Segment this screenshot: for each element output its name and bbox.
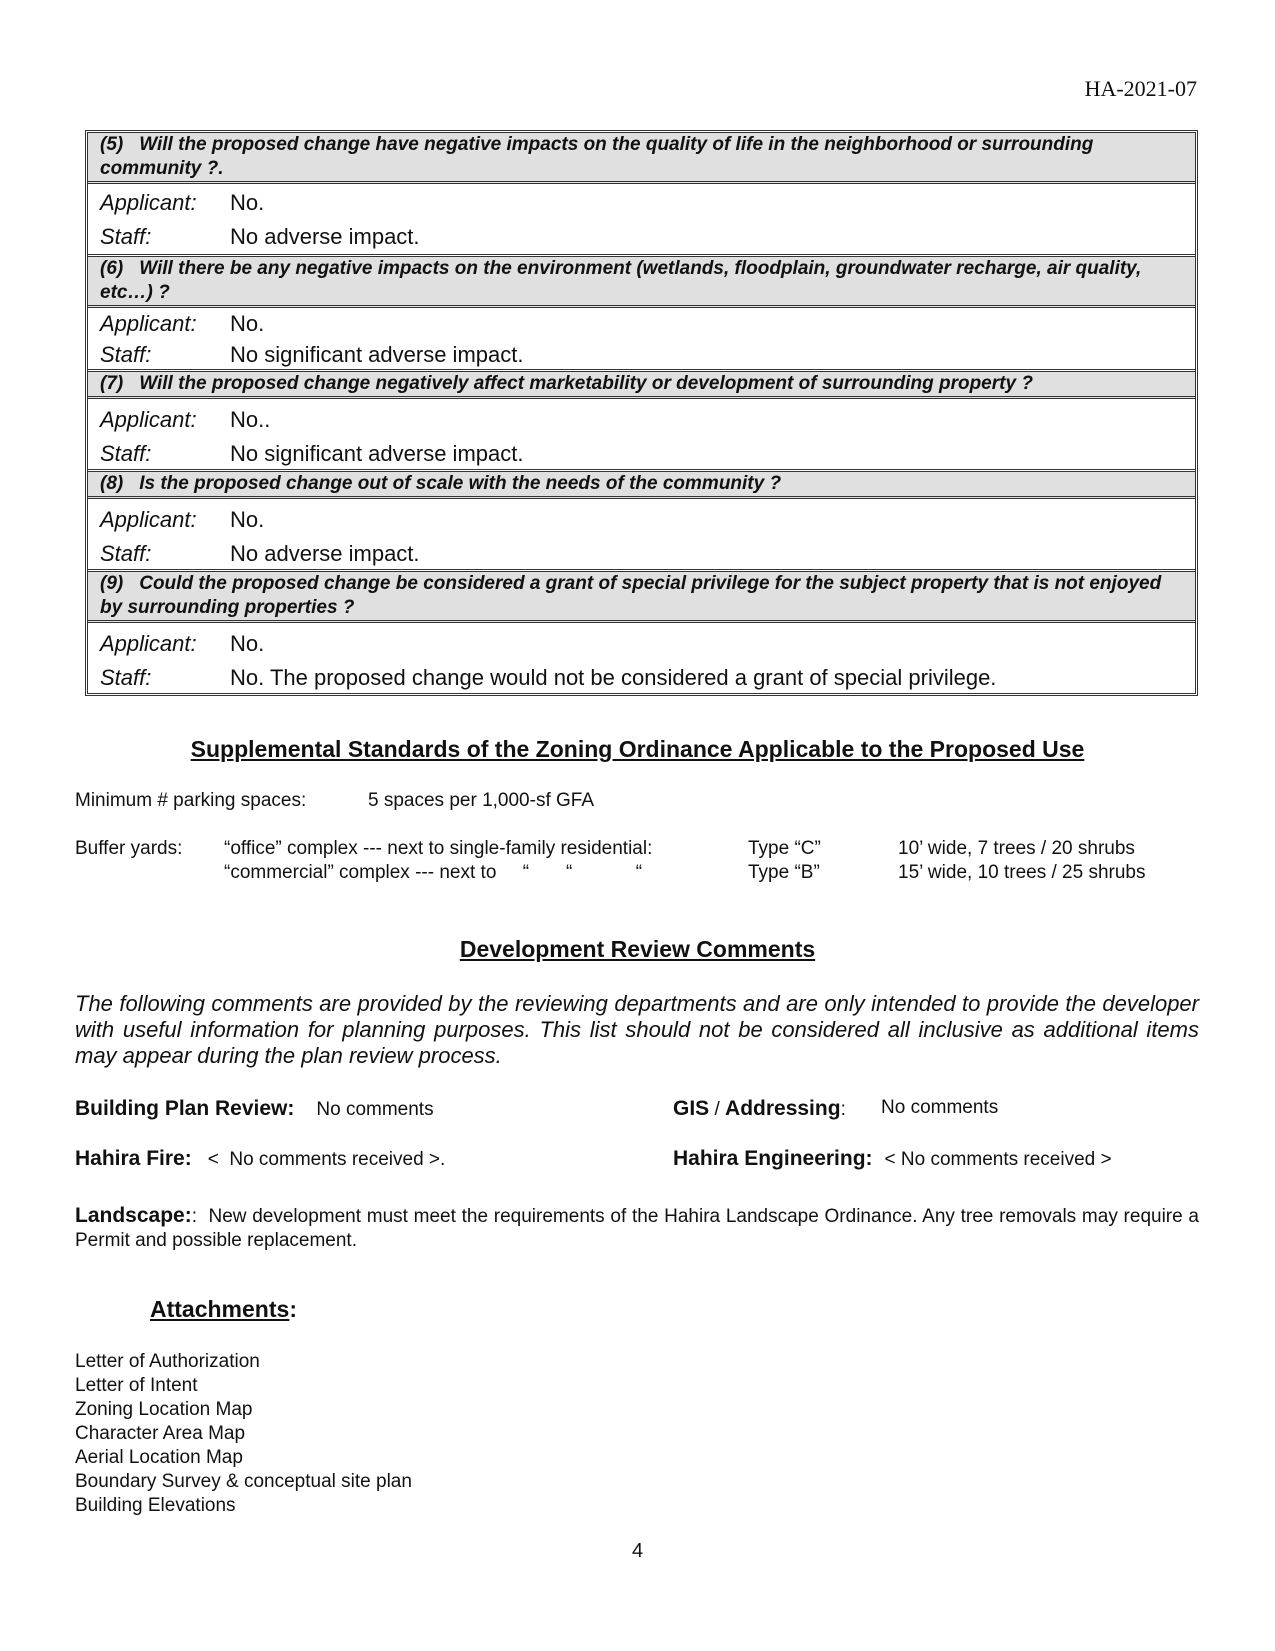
applicant-row	[100, 631, 1183, 665]
attachment-item: Letter of Authorization	[75, 1351, 260, 1372]
parking-value: 5 spaces per 1,000-sf GFA	[368, 790, 595, 811]
attachment-item: Building Elevations	[75, 1495, 236, 1516]
question-number: (8)	[100, 473, 124, 494]
attachment-item: Boundary Survey & conceptual site plan	[75, 1471, 412, 1492]
staff-answer: No significant adverse impact.	[230, 342, 524, 367]
answer-block	[88, 399, 1195, 472]
attachment-item: Letter of Intent	[75, 1375, 198, 1396]
attachments-heading-text: Attachments	[150, 1296, 290, 1322]
buffer-row-spec: 10’ wide, 7 trees / 20 shrubs	[898, 838, 1135, 859]
buffer-row-type: Type “C”	[748, 838, 821, 859]
applicant-label: Applicant:	[100, 507, 197, 532]
staff-answer: No adverse impact.	[230, 224, 420, 249]
gis-line	[673, 1097, 846, 1121]
question-text: Will the proposed change have negative impacts on the quality of life in the neighborhood or surrounding community ?.	[100, 134, 1094, 179]
answer-block	[88, 623, 1195, 693]
staff-label: Staff:	[100, 665, 152, 690]
attachments-heading	[150, 1296, 297, 1323]
staff-row	[100, 224, 1183, 254]
fire-line	[75, 1147, 445, 1171]
gis-colon: :	[840, 1099, 846, 1120]
document-id: HA-2021-07	[1084, 76, 1197, 101]
staff-row	[100, 665, 1183, 693]
engineering-label: Hahira Engineering:	[673, 1147, 873, 1170]
applicant-row	[100, 507, 1183, 541]
buffer-row-spec: 15’ wide, 10 trees / 25 shrubs	[898, 862, 1146, 883]
applicant-label: Applicant:	[100, 190, 197, 215]
gis-value: No comments	[881, 1097, 999, 1118]
question-number: (9)	[100, 573, 124, 594]
landscape-colon: :	[191, 1206, 197, 1227]
staff-label: Staff:	[100, 342, 152, 367]
supplemental-heading: Supplemental Standards of the Zoning Ordinance Applicable to the Proposed Use	[190, 736, 1085, 762]
attachment-item: Character Area Map	[75, 1423, 246, 1444]
applicant-row	[100, 311, 1183, 342]
building-review-value: No comments	[316, 1099, 434, 1120]
attachment-item: Aerial Location Map	[75, 1447, 243, 1468]
question-header	[88, 257, 1195, 308]
building-review-line	[75, 1097, 434, 1121]
staff-answer: No adverse impact.	[230, 541, 420, 566]
buffer-row-desc: “commercial” complex --- next to “ “ “	[224, 862, 643, 883]
staff-row	[100, 342, 1183, 369]
gis-slash: /	[709, 1099, 726, 1120]
applicant-answer: No.	[230, 311, 265, 336]
attachment-item: Zoning Location Map	[75, 1399, 253, 1420]
page-number: 4	[631, 1540, 644, 1562]
fire-value: < No comments received >.	[207, 1149, 446, 1170]
answer-block	[88, 308, 1195, 372]
applicant-label: Applicant:	[100, 311, 197, 336]
answer-block	[88, 499, 1195, 572]
question-text: Will the proposed change negatively affect marketability or development of surrounding property ?	[139, 373, 1033, 394]
staff-label: Staff:	[100, 441, 152, 466]
engineering-value: < No comments received >	[884, 1149, 1112, 1170]
question-text: Will there be any negative impacts on the environment (wetlands, floodplain, groundwater recharge, air quality, etc…) ?	[100, 258, 1142, 303]
buffer-label: Buffer yards:	[75, 838, 183, 859]
answer-block	[88, 184, 1195, 257]
review-heading: Development Review Comments	[459, 936, 816, 962]
fire-label: Hahira Fire:	[75, 1147, 192, 1170]
buffer-row-desc: “office” complex --- next to single-family residential:	[224, 838, 653, 859]
applicant-answer: No.	[230, 190, 265, 215]
question-text: Could the proposed change be considered a grant of special privilege for the subject property that is not enjoyed by surrounding properties ?	[100, 573, 1162, 618]
applicant-label: Applicant:	[100, 407, 197, 432]
applicant-answer: No.	[230, 631, 265, 656]
landscape-text: New development must meet the requirements of the Hahira Landscape Ordinance. Any tree removals may require a Permit and possible replacement.	[75, 1206, 1199, 1251]
question-number: (6)	[100, 258, 124, 279]
applicant-answer: No.	[230, 507, 265, 532]
applicant-label: Applicant:	[100, 631, 197, 656]
landscape-paragraph	[75, 1204, 1199, 1253]
standards-table	[85, 130, 1198, 696]
parking-label: Minimum # parking spaces:	[75, 790, 307, 811]
review-intro: The following comments are provided by the reviewing departments and are only intended to provide the developer with useful information for planning purposes. This list should not be considered all inclusive as additional items may appear during the plan review process.	[75, 991, 1199, 1068]
staff-label: Staff:	[100, 224, 152, 249]
landscape-label: Landscape:	[75, 1204, 192, 1227]
building-review-label: Building Plan Review:	[75, 1097, 295, 1120]
question-header	[88, 372, 1195, 399]
applicant-row	[100, 190, 1183, 224]
question-number: (5)	[100, 134, 124, 155]
gis-label-a: GIS	[673, 1097, 710, 1120]
gis-label-b: Addressing	[725, 1097, 841, 1120]
question-header	[88, 572, 1195, 623]
staff-row	[100, 441, 1183, 469]
engineering-line	[673, 1147, 1112, 1171]
attachments-heading-colon: :	[289, 1296, 297, 1322]
staff-answer: No. The proposed change would not be considered a grant of special privilege.	[230, 665, 997, 690]
staff-answer: No significant adverse impact.	[230, 441, 524, 466]
buffer-row-type: Type “B”	[748, 862, 820, 883]
question-number: (7)	[100, 373, 124, 394]
attachments-list	[75, 1350, 412, 1518]
question-header	[88, 472, 1195, 499]
question-header	[88, 133, 1195, 184]
staff-row	[100, 541, 1183, 569]
applicant-answer: No..	[230, 407, 271, 432]
staff-label: Staff:	[100, 541, 152, 566]
applicant-row	[100, 407, 1183, 441]
question-text: Is the proposed change out of scale with the needs of the community ?	[139, 473, 782, 494]
